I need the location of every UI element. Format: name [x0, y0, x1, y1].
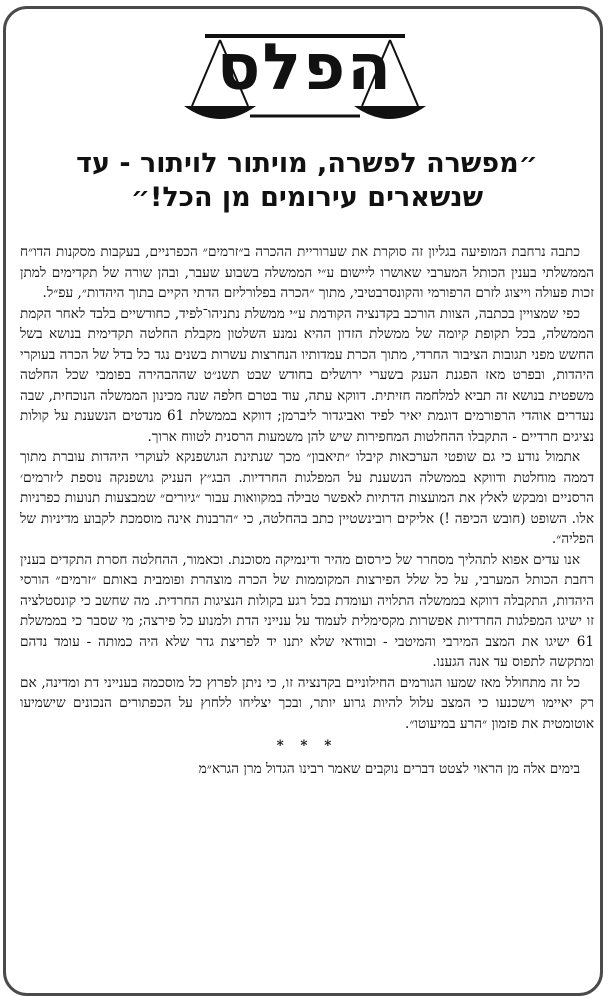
masthead-title: הפלס [216, 31, 394, 105]
article-body [20, 242, 594, 982]
headline-line-1: ״מפשרה לפשרה, מויתור לויתור - עד [76, 148, 538, 179]
article-paragraph: כתבה נרחבת המופיעה בגליון זה סוקרת את שערוריית ההכרה ב״זרמים״ הכפרניים, בעקבות מסקנות הדו״ח הממשלתי בענין הכותל המערבי שאושרו ליישום ע״י הממשלה בשבוע שעבר, ובהן שורה של תקדימים למתן זכות פעולה וייצוג לזרם הרפורמי והקונסרבטיבי, מתוך ״הכרה בפלורליזם הדתי הקיים בתוך היהדות״, עפ״ל. [20, 244, 594, 301]
article-paragraph: אנו עדים אפוא לתהליך מסחרר של כירסום מהיר ודינמיקה מסוכנת. וכאמור, ההחלטה חסרת התקדים בענין רחבת הכותל המערבי, על כל שלל הפירצות המקוממות של הכרה מוצהרת ופומבית באותם ״זרמים״ הורסי היהדות, התקבלה דווקא בממשלה התלויה ועומדת בכל רגע בקולות הנציגות החרדית. מה שחשב כי קונסטלציה זו ישיגו המפלגות החרדיות אפשרות מקסימלית לעמוד על ענייני הדת ולמנוע כל פירצה; מי שסבר כי בממשלת 61 ישיגו את המצב המירבי והמיטבי - ובוודאי שלא יתנו יד לפריצת גדר שלא היה כמותה - עומד נדהם ומתקשה לתפוס עד אנה הגענו. [20, 551, 594, 670]
section-separator: * * * [276, 738, 338, 754]
article-paragraph: בימים אלה מן הראוי לצטט דברים נוקבים שאמר רבינו הגדול מרן הגרא״מ [198, 760, 580, 777]
masthead-logo [170, 24, 440, 136]
article-paragraph: כפי שמצויין בכתבה, הצוות הורכב בקדנציה הקודמת ע״י ממשלת נתניהו־לפיד, כחודשיים בלבד לאחר הקמת הממשלה, בכל תקופת קיומה של ממשלת הזדון ההיא נמנע השלטון מקבלת החלטה תקדימית בנושא בשל החשש מפני תגובות הציבור החרדי, מתוך הכרת עמדותיו הנחרצות עשרות בשנים נגד כל בדל של הכרה בעוקרי היהדות, ובפרט מאז הפגנת הענק בשערי ירושלים בחודש שבט תשנ״ט שההבהירה בפומבי שכל החלטה משפטית בנושא זה תביא למלחמה חזיתית. דווקא עתה, עוד בטרם חלפה שנה מכינון הממשלה הנוכחית, שבה נעדרים אוהדי הרפורמים דוגמת יאיר לפיד ואביגדור ליברמן; דווקא בממשלת 61 מנדטים הנשענת על קולות נציגים חרדיים - התקבלו ההחלטות המחפירות שיש להן משמעות הרסנית לטווח ארוך. [20, 305, 594, 445]
headline-line-2: שנשארים עירומים מן הכל!״ [130, 182, 484, 213]
headline [40, 147, 574, 215]
article-paragraph: כל זה מתחולל מאז שמעו הגורמים החילוניים בקדנציה זו, כי ניתן לפרוץ כל מוסכמה בענייני דת ומדינה, אם רק יאיימו וישכנעו כי המצב עלול להיות גרוע יותר, ובכך יצליחו ללחוץ על הכפתורים הנכונים שישמיעו אוטומטית את פזמון ״הרע במיעוטו״. [20, 674, 594, 732]
article-paragraph: אתמול נודע כי גם שופטי הערכאות קיבלו ״תיאבון״ מכך שנתינת הגושפנקא לעוקרי היהדות עוברת מתוך דממה מוחלטת ודווקא בממשלה הנשענת על המפלגות החרדיות. הבג״ץ העניק גושפנקה נוספת ל׳זרמים׳ הרסניים ומבקש לאלץ את המועצות הדתיות לאפשר טבילה במקוואות עבור ״גיורים״ שמבצעות תנועות כפרניות אלו. השופט (חובש הכיפה !) אליקים רובינשטיין כתב בהחלטה, כי ״הרבנות אינה מוסמכת לקבוע מדיניות של הפליה״. [20, 449, 594, 547]
